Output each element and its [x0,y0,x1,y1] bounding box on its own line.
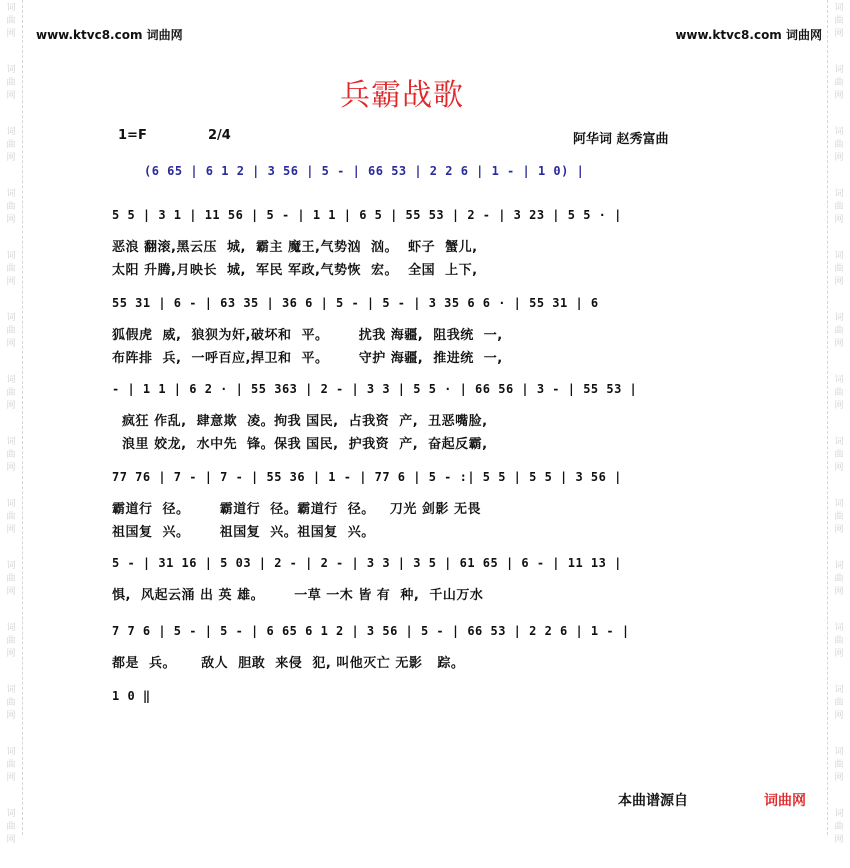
score-row-1-lyrics-2: 太阳 升腾,月映长 城, 军民 军政,气势恢 宏。 全国 上下, [112,263,478,278]
watermark-text: 词 曲 网 [834,437,844,473]
score-row-6-notes: 7 7 6 | 5 - | 5 - | 6 65 6 1 2 | 3 56 | 5 - | 66 53 | 2 2 6 | 1 - | [112,624,630,638]
watermark-text: 词 曲 网 [6,189,16,225]
watermark-text: 词 曲 网 [834,65,844,101]
score-row-1-notes: 5 5 | 3 1 | 11 56 | 5 - | 1 1 | 6 5 | 55 53 | 2 - | 3 23 | 5 5 · | [112,208,622,222]
watermark-text: 词 曲 网 [834,189,844,225]
watermark-text: 词 曲 网 [6,65,16,101]
score-row-3-notes: - | 1 1 | 6 2 · | 55 363 | 2 - | 3 3 | 5 5 · | 66 56 | 3 - | 55 53 | [112,382,638,396]
score-row-3-lyrics-2: 浪里 姣龙, 水中先 锋。保我 国民, 护我资 产, 奋起反霸, [112,437,488,452]
score-row-1-lyrics-1: 恶浪 翻滚,黑云压 城, 霸主 魔王,气势汹 汹。 虾子 蟹儿, [112,240,478,255]
watermark-text: 词 曲 网 [834,251,844,287]
watermark-text: 词 曲 网 [6,685,16,721]
site-header-right[interactable]: www.ktvc8.com 词曲网 [675,28,822,42]
watermark-text: 词 曲 网 [834,3,844,39]
watermark-text: 词 曲 网 [834,809,844,845]
watermark-text: 词 曲 网 [834,747,844,783]
time-signature: 2/4 [208,128,231,143]
watermark-text: 词 曲 网 [834,127,844,163]
watermark-text: 词 曲 网 [6,499,16,535]
score-row-4-notes: 77 76 | 7 - | 7 - | 55 36 | 1 - | 77 6 | 5 - :| 5 5 | 5 5 | 3 56 | [112,470,622,484]
site-header-left[interactable]: www.ktvc8.com 词曲网 [36,28,183,42]
score-row-4-lyrics-2: 祖国复 兴。 祖国复 兴。祖国复 兴。 [112,525,375,540]
watermark-text: 词 曲 网 [834,375,844,411]
watermark-text: 词 曲 网 [6,127,16,163]
watermark-text: 词 曲 网 [6,313,16,349]
footer-source-label: 本曲谱源自 [618,793,688,809]
score-row-2-notes: 55 31 | 6 - | 63 35 | 36 6 | 5 - | 5 - | 3 35 6 6 · | 55 31 | 6 [112,296,599,310]
score-row-2-lyrics-1: 狐假虎 威, 狼狈为奸,破坏和 平。 扰我 海疆, 阻我统 一, [112,328,503,343]
score-row-6-lyrics-1: 都是 兵。 敌人 胆敢 来侵 犯, 叫他灭亡 无影 踪。 [112,656,465,671]
watermark-text: 词 曲 网 [6,747,16,783]
score-row-7-notes: 1 0 ‖ [112,689,151,703]
watermark-text: 词 曲 网 [6,3,16,39]
footer-brand-link[interactable]: 词曲网 [764,793,806,809]
watermark-text: 词 曲 网 [6,561,16,597]
watermark-text: 词 曲 网 [834,561,844,597]
score-row-4-lyrics-1: 霸道行 径。 霸道行 径。霸道行 径。 刀光 剑影 无畏 [112,502,481,517]
watermark-text: 词 曲 网 [834,499,844,535]
watermark-text: 词 曲 网 [6,437,16,473]
song-title: 兵霸战歌 [340,78,464,113]
watermark-text: 词 曲 网 [6,375,16,411]
watermark-text: 词 曲 网 [834,313,844,349]
score-row-5-lyrics-1: 惧, 风起云涌 出 英 雄。 一草 一木 皆 有 种, 千山万水 [112,588,484,603]
watermark-text: 词 曲 网 [834,623,844,659]
intro-notes: (6 65 | 6 1 2 | 3 56 | 5 - | 66 53 | 2 2 6 | 1 - | 1 0) | [144,164,585,178]
song-credits: 阿华词 赵秀富曲 [573,132,669,147]
right-watermark-column [828,0,850,845]
key-signature: 1=F [118,128,147,143]
watermark-text: 词 曲 网 [6,623,16,659]
watermark-text: 词 曲 网 [6,809,16,845]
score-row-5-notes: 5 - | 31 16 | 5 03 | 2 - | 2 - | 3 3 | 3 5 | 61 65 | 6 - | 11 13 | [112,556,622,570]
score-row-2-lyrics-2: 布阵排 兵, 一呼百应,捍卫和 平。 守护 海疆, 推进统 一, [112,351,503,366]
watermark-text: 词 曲 网 [6,251,16,287]
watermark-text: 词 曲 网 [834,685,844,721]
left-watermark-column [0,0,22,845]
score-row-3-lyrics-1: 疯狂 作乱, 肆意欺 凌。拘我 国民, 占我资 产, 丑恶嘴脸, [112,414,488,429]
